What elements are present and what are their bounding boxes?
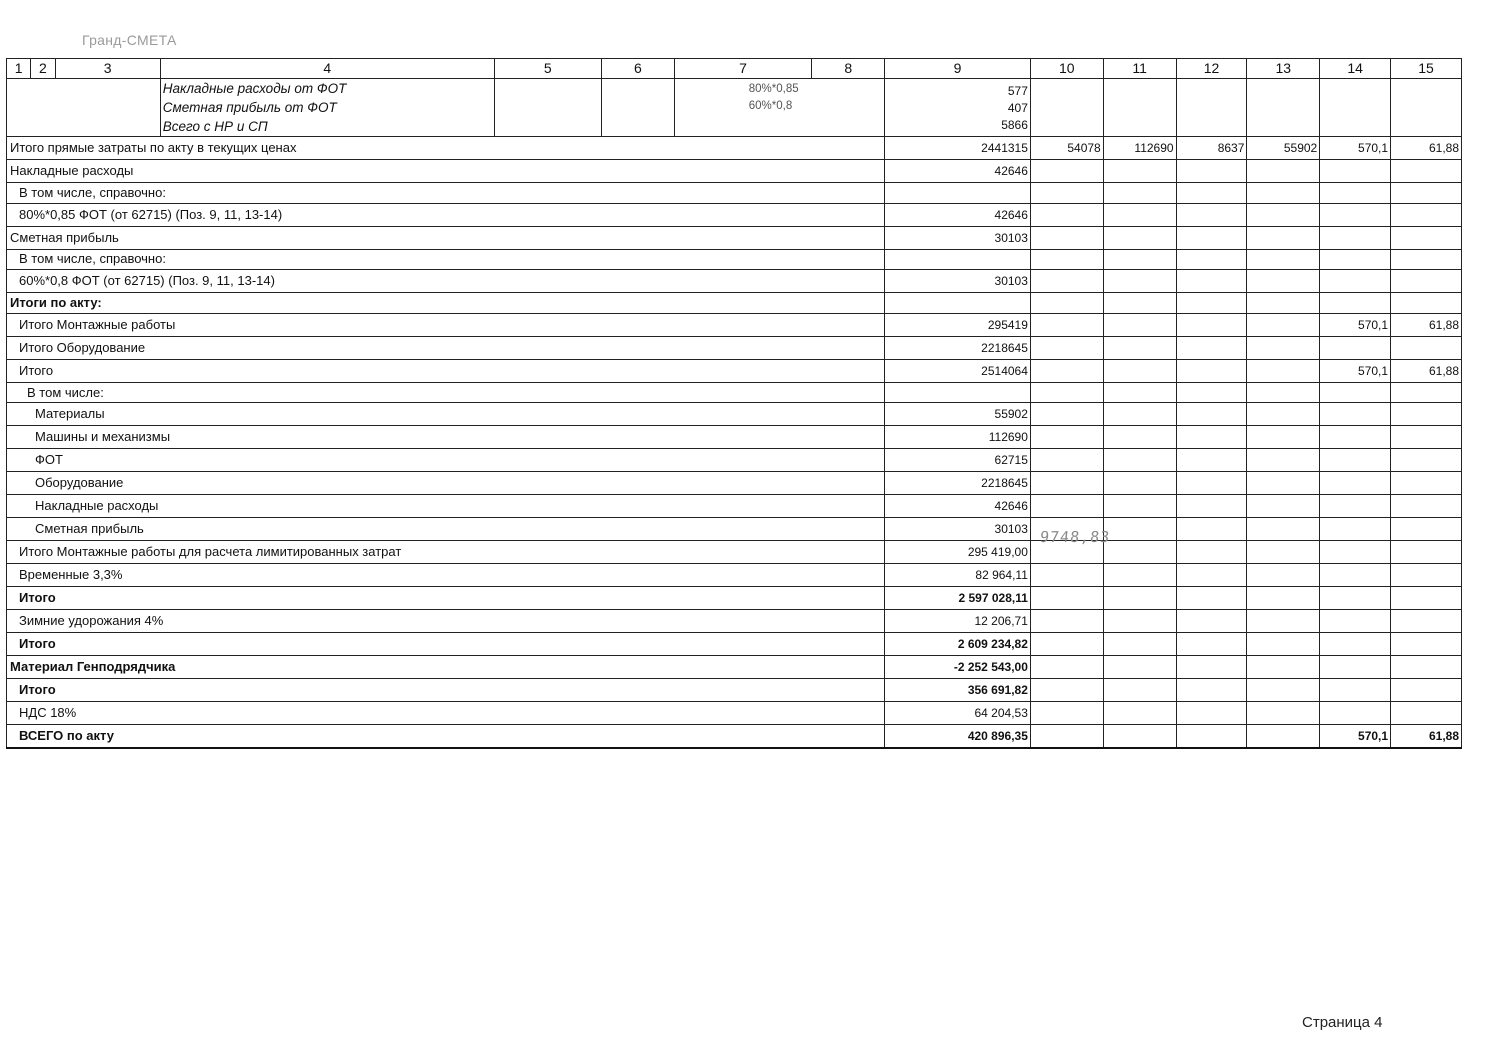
coefficient: 60%*0,8 [748,100,793,112]
cell-col12 [1176,270,1247,293]
table-row [7,293,1462,314]
row-label: Временные 3,3% [7,564,885,587]
row-label: Итого [7,587,885,610]
row-label: ФОТ [7,449,885,472]
cell-col14 [1320,336,1391,359]
cell-col9: 295 419,00 [885,541,1031,564]
sub-line: Сметная прибыль от ФОТ [162,100,337,115]
cell-col12 [1176,633,1247,656]
estimate-table [6,58,1462,749]
cell-col10 [1030,610,1103,633]
sub-value: 5866 [1001,118,1028,132]
cell-col15 [1391,541,1462,564]
table-row [7,270,1462,293]
cell-col11 [1103,725,1176,749]
cell-col10 [1030,472,1103,495]
cell-col10 [1030,679,1103,702]
table-row [7,541,1462,564]
cell-col14 [1320,472,1391,495]
cell-col10 [1030,183,1103,204]
cell-col12 [1176,226,1247,249]
sub-value: 407 [1007,101,1028,115]
cell-col10: 54078 [1030,137,1103,160]
cell-col15 [1391,679,1462,702]
cell-col14 [1320,587,1391,610]
cell-col11 [1103,564,1176,587]
cell-col10 [1030,656,1103,679]
cell-col12 [1176,382,1247,403]
cell-col10 [1030,403,1103,426]
table-row [7,587,1462,610]
cell-col14 [1320,403,1391,426]
cell-col12 [1176,472,1247,495]
cell-col14 [1320,203,1391,226]
cell-col12 [1176,702,1247,725]
table-row [7,564,1462,587]
table-row [7,702,1462,725]
cell-col9: 42646 [885,203,1031,226]
cell-col9: 42646 [885,160,1031,183]
table-row [7,725,1462,749]
cell-col10 [1030,270,1103,293]
cell-col12 [1176,541,1247,564]
cell-col11 [1103,336,1176,359]
cell-col9 [885,183,1031,204]
column-header: 1 [7,59,31,79]
handwritten-note: 9748,83 [1039,528,1112,546]
table-row [7,656,1462,679]
cell-col14 [1320,702,1391,725]
cell-col9: 295419 [885,313,1031,336]
cell-col10 [1030,587,1103,610]
cell-col13 [1247,313,1320,336]
cell-col12 [1176,564,1247,587]
cell-col12 [1176,518,1247,541]
table-row [7,518,1462,541]
cell-col10 [1030,725,1103,749]
app-title: Гранд-СМЕТА [82,32,177,48]
column-header: 12 [1176,59,1247,79]
cell-col13 [1247,293,1320,314]
cell-col14: 570,1 [1320,725,1391,749]
cell-col12 [1176,587,1247,610]
row-label: Итого Монтажные работы для расчета лимитированных затрат [7,541,885,564]
sub-line: Всего с НР и СП [162,119,268,134]
table-row [7,610,1462,633]
cell-col11 [1103,541,1176,564]
column-header: 4 [160,59,494,79]
cell-col11 [1103,203,1176,226]
cell-col14: 570,1 [1320,313,1391,336]
cell-col11 [1103,226,1176,249]
cell-col10 [1030,359,1103,382]
row-label: Зимние удорожания 4% [7,610,885,633]
cell-col13 [1247,382,1320,403]
cell-col10 [1030,313,1103,336]
cell-col11 [1103,249,1176,270]
cell-col11 [1103,403,1176,426]
cell-col13 [1247,702,1320,725]
cell-col14 [1320,633,1391,656]
cell-col12 [1176,426,1247,449]
column-header: 13 [1247,59,1320,79]
cell-col14 [1320,518,1391,541]
cell-col12 [1176,249,1247,270]
cell-col9: 30103 [885,226,1031,249]
cell-col9: 64 204,53 [885,702,1031,725]
cell-col14 [1320,679,1391,702]
cell-col14: 570,1 [1320,359,1391,382]
overhead-sub-block [7,79,1462,137]
cell-col15 [1391,495,1462,518]
column-header: 7 [674,59,812,79]
cell-col14 [1320,656,1391,679]
table-row [7,226,1462,249]
cell-col15 [1391,702,1462,725]
cell-col14 [1320,541,1391,564]
cell-col10 [1030,633,1103,656]
cell-col13 [1247,610,1320,633]
cell-col13 [1247,226,1320,249]
cell-col13 [1247,183,1320,204]
coefficient: 80%*0,85 [748,83,799,95]
row-label: Итого [7,359,885,382]
cell-col14 [1320,495,1391,518]
cell-col15 [1391,293,1462,314]
column-header: 6 [601,59,674,79]
cell-col9: 82 964,11 [885,564,1031,587]
cell-col13 [1247,249,1320,270]
cell-col15 [1391,656,1462,679]
cell-col13: 55902 [1247,137,1320,160]
cell-col13 [1247,679,1320,702]
row-label: Машины и механизмы [7,426,885,449]
column-header: 11 [1103,59,1176,79]
cell-col11 [1103,183,1176,204]
cell-col15: 61,88 [1391,137,1462,160]
cell-col14 [1320,564,1391,587]
cell-col9 [885,382,1031,403]
table-row [7,203,1462,226]
cell-col13 [1247,359,1320,382]
cell-col12 [1176,293,1247,314]
row-label: Итоги по акту: [7,293,885,314]
column-header: 5 [494,59,601,79]
row-label: Сметная прибыль [7,226,885,249]
cell-col9: 2218645 [885,472,1031,495]
cell-col15 [1391,610,1462,633]
row-label: В том числе, справочно: [7,183,885,204]
row-label: Накладные расходы [7,160,885,183]
row-label: Итого Монтажные работы [7,313,885,336]
cell-col9: 2441315 [885,137,1031,160]
cell-col14 [1320,426,1391,449]
cell-col11 [1103,293,1176,314]
table-row [7,472,1462,495]
table-row [7,449,1462,472]
table-row [7,679,1462,702]
cell-col15 [1391,564,1462,587]
cell-col9: -2 252 543,00 [885,656,1031,679]
row-label: 60%*0,8 ФОТ (от 62715) (Поз. 9, 11, 13-14) [7,270,885,293]
cell-col13 [1247,495,1320,518]
cell-col10 [1030,564,1103,587]
cell-col10 [1030,249,1103,270]
column-header: 15 [1391,59,1462,79]
column-header: 9 [885,59,1031,79]
cell-col11 [1103,495,1176,518]
cell-col11 [1103,610,1176,633]
cell-col10 [1030,426,1103,449]
cell-col10 [1030,160,1103,183]
cell-col10 [1030,226,1103,249]
cell-col9: 30103 [885,270,1031,293]
cell-col10 [1030,293,1103,314]
cell-col10 [1030,382,1103,403]
cell-col14: 570,1 [1320,137,1391,160]
cell-col15 [1391,160,1462,183]
cell-col11 [1103,359,1176,382]
cell-col15 [1391,183,1462,204]
cell-col15 [1391,226,1462,249]
cell-col14 [1320,382,1391,403]
cell-col13 [1247,449,1320,472]
cell-col13 [1247,160,1320,183]
table-row [7,359,1462,382]
cell-col10 [1030,449,1103,472]
cell-col10 [1030,336,1103,359]
cell-col12 [1176,203,1247,226]
cell-col11 [1103,518,1176,541]
table-row [7,426,1462,449]
cell-col9: 62715 [885,449,1031,472]
cell-col12 [1176,656,1247,679]
cell-col13 [1247,656,1320,679]
column-number-header [7,59,1462,79]
cell-col9: 55902 [885,403,1031,426]
page-number: Страница 4 [1302,1014,1383,1031]
cell-col14 [1320,610,1391,633]
cell-col15 [1391,472,1462,495]
row-label: Материал Генподрядчика [7,656,885,679]
cell-col12 [1176,313,1247,336]
cell-col11 [1103,313,1176,336]
cell-col9: 12 206,71 [885,610,1031,633]
cell-col12 [1176,336,1247,359]
cell-col15 [1391,382,1462,403]
row-label: Оборудование [7,472,885,495]
cell-col13 [1247,725,1320,749]
cell-col13 [1247,403,1320,426]
cell-col11 [1103,382,1176,403]
column-header: 2 [31,59,55,79]
table-row [7,403,1462,426]
cell-col9: 356 691,82 [885,679,1031,702]
cell-col15 [1391,633,1462,656]
row-label: В том числе, справочно: [7,249,885,270]
cell-col11 [1103,679,1176,702]
table-row [7,313,1462,336]
cell-col15: 61,88 [1391,725,1462,749]
cell-col12: 8637 [1176,137,1247,160]
cell-col12 [1176,679,1247,702]
cell-col13 [1247,270,1320,293]
cell-col12 [1176,725,1247,749]
cell-col11 [1103,633,1176,656]
cell-col13 [1247,633,1320,656]
cell-col13 [1247,472,1320,495]
cell-col12 [1176,449,1247,472]
table-row [7,137,1462,160]
cell-col9: 112690 [885,426,1031,449]
cell-col11 [1103,449,1176,472]
cell-col13 [1247,587,1320,610]
cell-col10 [1030,702,1103,725]
table-row [7,160,1462,183]
cell-col12 [1176,183,1247,204]
table-row [7,336,1462,359]
cell-col11 [1103,702,1176,725]
cell-col11 [1103,160,1176,183]
cell-col13 [1247,336,1320,359]
cell-col9: 2 609 234,82 [885,633,1031,656]
cell-col11 [1103,472,1176,495]
row-label: Материалы [7,403,885,426]
cell-col10 [1030,203,1103,226]
table-row [7,382,1462,403]
cell-col13 [1247,426,1320,449]
cell-col14 [1320,270,1391,293]
row-label: Итого Оборудование [7,336,885,359]
cell-col14 [1320,160,1391,183]
cell-col15 [1391,449,1462,472]
row-label: Итого [7,679,885,702]
table-row [7,249,1462,270]
cell-col9: 2218645 [885,336,1031,359]
cell-col15 [1391,270,1462,293]
cell-col10 [1030,495,1103,518]
cell-col12 [1176,495,1247,518]
cell-col9: 2514064 [885,359,1031,382]
row-label: 80%*0,85 ФОТ (от 62715) (Поз. 9, 11, 13-14) [7,203,885,226]
cell-col9 [885,293,1031,314]
cell-col15 [1391,587,1462,610]
cell-col15 [1391,203,1462,226]
row-label: Итого [7,633,885,656]
cell-col9: 42646 [885,495,1031,518]
row-label: Накладные расходы [7,495,885,518]
cell-col13 [1247,541,1320,564]
table-row [7,183,1462,204]
cell-col13 [1247,564,1320,587]
cell-col13 [1247,203,1320,226]
column-header: 10 [1030,59,1103,79]
table-row [7,633,1462,656]
cell-col11 [1103,587,1176,610]
cell-col9 [885,249,1031,270]
cell-col12 [1176,403,1247,426]
cell-col15: 61,88 [1391,313,1462,336]
cell-col15 [1391,249,1462,270]
cell-col15 [1391,336,1462,359]
table-row [7,495,1462,518]
cell-col9: 30103 [885,518,1031,541]
row-label: НДС 18% [7,702,885,725]
row-label: ВСЕГО по акту [7,725,885,749]
cell-col14 [1320,226,1391,249]
row-label: В том числе: [7,382,885,403]
cell-col9: 420 896,35 [885,725,1031,749]
row-label: Итого прямые затраты по акту в текущих ценах [7,137,885,160]
cell-col11: 112690 [1103,137,1176,160]
column-header: 8 [812,59,885,79]
cell-col11 [1103,426,1176,449]
cell-col9: 2 597 028,11 [885,587,1031,610]
cell-col12 [1176,160,1247,183]
cell-col15 [1391,403,1462,426]
cell-col11 [1103,656,1176,679]
cell-col14 [1320,293,1391,314]
cell-col13 [1247,518,1320,541]
cell-col15 [1391,426,1462,449]
cell-col11 [1103,270,1176,293]
cell-col12 [1176,359,1247,382]
sub-value: 577 [1007,84,1028,98]
column-header: 14 [1320,59,1391,79]
cell-col14 [1320,183,1391,204]
cell-col14 [1320,449,1391,472]
cell-col15 [1391,518,1462,541]
column-header: 3 [55,59,160,79]
row-label: Сметная прибыль [7,518,885,541]
cell-col15: 61,88 [1391,359,1462,382]
cell-col14 [1320,249,1391,270]
sub-line: Накладные расходы от ФОТ [162,81,347,96]
cell-col12 [1176,610,1247,633]
